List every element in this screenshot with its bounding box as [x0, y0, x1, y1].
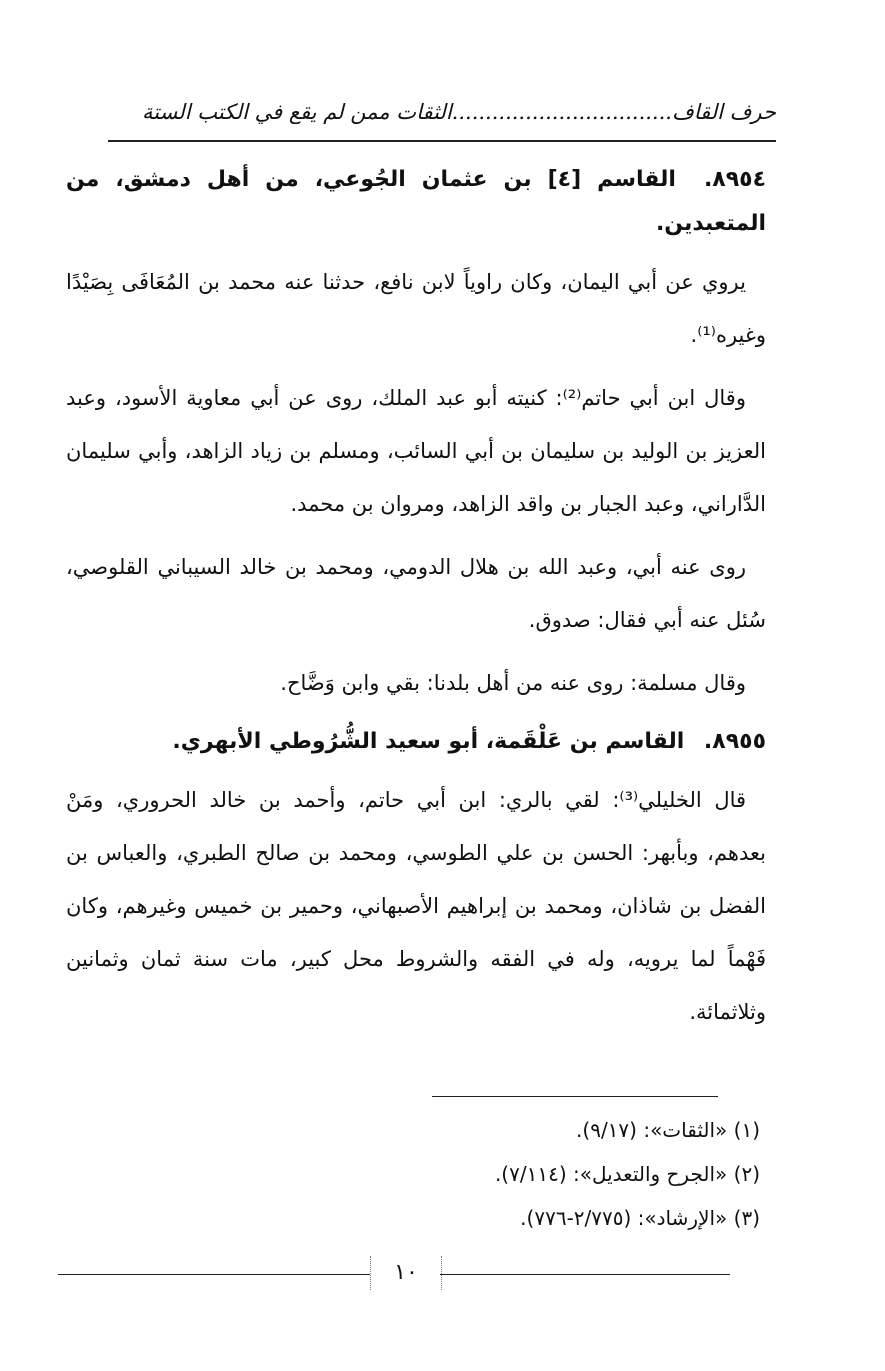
- entry-8955: [66, 720, 766, 1039]
- entry-title: [66, 158, 766, 246]
- footnote-separator: [432, 1096, 718, 1097]
- footnotes: [66, 1108, 760, 1240]
- entry-8954: [66, 158, 766, 710]
- bottom-rule-left: [58, 1274, 370, 1275]
- entry-title: [66, 720, 766, 764]
- paragraph: روى عنه أبي، وعبد الله بن هلال الدومي، ومحمد بن خالد السيباني القلوصي، سُئل عنه أبي فقال: صدوق.: [66, 555, 766, 632]
- page-number: ١٠: [370, 1256, 442, 1290]
- paragraph: وقال ابن أبي حاتم⁽²⁾: كنيته أبو عبد الملك، روى عن أبي معاوية الأسود، وعبد العزيز بن الوليد بن سليمان بن أبي السائب، ومسلم بن زياد الزاهد، وأبي سليمان الدَّاراني، وعبد الجبار بن واقد الزاهد، ومروان بن محمد.: [66, 386, 766, 516]
- paragraph: وقال مسلمة: روى عنه من أهل بلدنا: بقي وابن وَضَّاح.: [280, 671, 746, 695]
- paragraph: قال الخليلي⁽³⁾: لقي بالري: ابن أبي حاتم، وأحمد بن خالد الحروري، ومَنْ بعدهم، وبأبهر: الحسن بن علي الطوسي، ومحمد بن صالح الطبري، والعباس بن الفضل بن شاذان، ومحمد بن إبراهيم الأصبهاني، وحمير بن خميس وغيرهم، وكان فَهْماً لما يرويه، وله في الفقه والشروط محل كبير، مات سنة ثمان وثمانين وثلاثمائة.: [66, 788, 766, 1024]
- footnote: (٢) «الجرح والتعديل»: (٧/١١٤).: [494, 1162, 760, 1186]
- footnote: (١) «الثقات»: (٩/١٧).: [576, 1118, 760, 1142]
- main-text: [66, 148, 766, 1049]
- entry-heading: القاسم بن عَلْقَمة، أبو سعيد الشُّرُوطي الأبهري.: [172, 729, 685, 754]
- footnote: (٣) «الإرشاد»: (٢/٧٧٥-٧٧٦).: [520, 1206, 760, 1230]
- running-header: حرف القاف.................................الثقات ممن لم يقع في الكتب الستة: [141, 100, 776, 124]
- bottom-rule-right: [440, 1274, 730, 1275]
- entry-number: ٨٩٥٤.: [703, 167, 767, 192]
- entry-heading: القاسم [٤] بن عثمان الجُوعي، من أهل دمشق، من المتعبدين.: [66, 167, 766, 236]
- entry-number: ٨٩٥٥.: [703, 729, 766, 754]
- paragraph: يروي عن أبي اليمان، وكان راوياً لابن نافع، حدثنا عنه محمد بن المُعَافَى بِصَيْدًا وغيره⁽¹⁾.: [66, 270, 766, 347]
- header-rule: [108, 140, 776, 142]
